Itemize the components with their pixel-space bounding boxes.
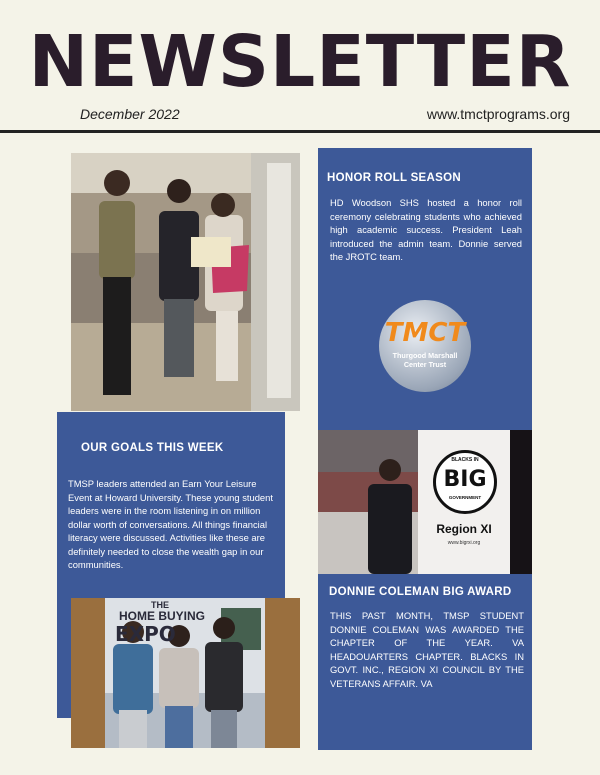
honor-roll-body: HD Woodson SHS hosted a honor roll ceremony celebrating students who achieved high academic success. President Leah introduced the admin team. Donnie served the JROTC team. bbox=[330, 197, 522, 262]
expo-banner-line1: THE bbox=[151, 600, 169, 610]
expo-banner-line3: EXPO bbox=[115, 622, 176, 646]
website-link[interactable]: www.tmctprograms.org bbox=[426, 106, 570, 122]
big-region: Region XI bbox=[436, 522, 492, 536]
tmct-name: Thurgood Marshall Center Trust bbox=[392, 351, 458, 369]
big-award-panel bbox=[318, 574, 532, 750]
tmct-wordmark: TMCT bbox=[384, 318, 466, 348]
big-award-heading: DONNIE COLEMAN BIG AWARD bbox=[329, 586, 512, 598]
honor-roll-photo bbox=[71, 153, 300, 411]
newsletter-title: NEWSLETTER bbox=[28, 20, 572, 103]
expo-banner-line2: HOME BUYING bbox=[119, 609, 206, 623]
honor-roll-heading: HONOR ROLL SEASON bbox=[327, 172, 461, 184]
home-buying-expo-photo bbox=[71, 598, 300, 748]
big-url: www.bigrxi.org bbox=[447, 540, 481, 546]
tmct-logo bbox=[379, 300, 471, 392]
big-award-photo bbox=[318, 430, 532, 574]
big-award-body: THIS PAST MONTH, TMSP STUDENT DONNIE COLEMAN WAS AWARDED THE CHAPTER OF THE YEAR. VA HEADOUARTERS CHAPTER. BLACKS IN GOVT. INC., REGION XI COUNCIL BY THE VETERANS AFFAIR. VA bbox=[330, 610, 524, 689]
issue-date: December 2022 bbox=[80, 106, 180, 122]
big-mark: BIG bbox=[443, 467, 487, 492]
big-banner-bottom: GOVERNMENT bbox=[448, 495, 482, 500]
header-divider bbox=[0, 130, 600, 133]
big-banner bbox=[418, 430, 510, 574]
goals-body: TMSP leaders attended an Earn Your Leisure Event at Howard University. These young student leaders were in the room listening in on million dollar worth of conversations. All things financial literacy were discussed. Activities like these are definitely needed to close the wealth gap in our communities. bbox=[68, 478, 273, 570]
big-emblem bbox=[433, 450, 497, 514]
honor-roll-panel bbox=[318, 148, 532, 430]
big-banner-top: BLACKS IN bbox=[451, 457, 479, 463]
goals-heading: OUR GOALS THIS WEEK bbox=[81, 442, 224, 454]
